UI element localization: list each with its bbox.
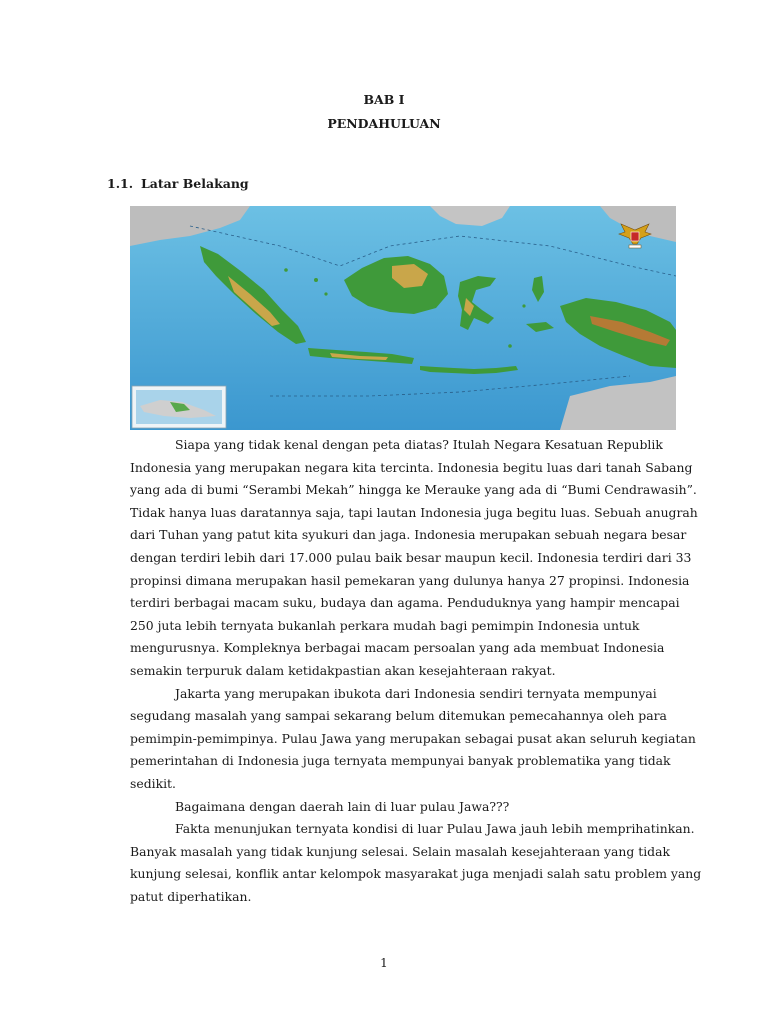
text-line: sedikit. (130, 775, 176, 791)
text-line: semakin terpuruk dalam ketidakpastian akan kesejahteraan rakyat. (130, 662, 556, 678)
text-line: pemimpin-pemimpinya. Pulau Jawa yang merupakan sebagai pusat akan seluruh kegiatan (130, 730, 696, 746)
text-line: patut diperhatikan. (130, 888, 252, 904)
text-line: segudang masalah yang sampai sekarang belum ditemukan pemecahannya oleh para (130, 708, 667, 724)
text-line: terdiri berbagai macam suku, budaya dan agama. Penduduknya yang hampir mencapai (130, 595, 680, 611)
indonesia-map-figure (130, 206, 676, 430)
section-heading (107, 176, 249, 191)
paragraph (130, 796, 676, 819)
text-line: dari Tuhan yang patut kita syukuri dan jaga. Indonesia merupakan sebuah negara besar (130, 527, 687, 543)
section-number: 1.1. (107, 176, 134, 191)
text-line: pemerintahan di Indonesia juga ternyata mempunyai banyak problematika yang tidak (130, 753, 671, 769)
text-line: propinsi dimana merupakan hasil pemekaran yang dulunya hanya 27 propinsi. Indonesia (130, 572, 690, 588)
text-line: yang ada di bumi “Serambi Mekah” hingga ke Merauke yang ada di “Bumi Cendrawasih”. (130, 482, 697, 498)
text-line: Indonesia yang merupakan negara kita tercinta. Indonesia begitu luas dari tanah Sabang (130, 459, 693, 475)
paragraph (130, 683, 696, 796)
text-line: kunjung selesai, konflik antar kelompok masyarakat juga menjadi salah satu problem yang (130, 866, 702, 882)
text-line: Jakarta yang merupakan ibukota dari Indonesia sendiri ternyata mempunyai (175, 685, 657, 701)
chapter-title: PENDAHULUAN (327, 116, 441, 131)
chapter-number: BAB I (363, 92, 405, 107)
text-line: mengurusnya. Kompleknya berbagai macam persoalan yang ada membuat Indonesia (130, 640, 665, 656)
text-line: Fakta menunjukan ternyata kondisi di luar Pulau Jawa jauh lebih memprihatinkan. (175, 821, 695, 837)
paragraph (130, 434, 698, 683)
section-title: Latar Belakang (141, 176, 249, 191)
text-line: Bagaimana dengan daerah lain di luar pulau Jawa??? (175, 798, 510, 814)
body-text (130, 434, 702, 908)
indonesia-map-image (130, 206, 676, 430)
text-line: 250 juta lebih ternyata bukanlah perkara mudah bagi pemimpin Indonesia untuk (130, 617, 640, 633)
paragraph (130, 818, 702, 908)
text-line: Siapa yang tidak kenal dengan peta diatas? Itulah Negara Kesatuan Republik (175, 437, 663, 452)
text-line: Tidak hanya luas daratannya saja, tapi lautan Indonesia juga begitu luas. Sebuah anugrah (130, 504, 698, 520)
text-line: Banyak masalah yang tidak kunjung selesai. Selain masalah kesejahteraan yang tidak (130, 843, 670, 859)
page-number: 1 (380, 956, 388, 970)
text-line: dengan terdiri lebih dari 17.000 pulau baik besar maupun kecil. Indonesia terdiri dari 33 (130, 549, 692, 565)
map-inset-legend (132, 386, 226, 428)
